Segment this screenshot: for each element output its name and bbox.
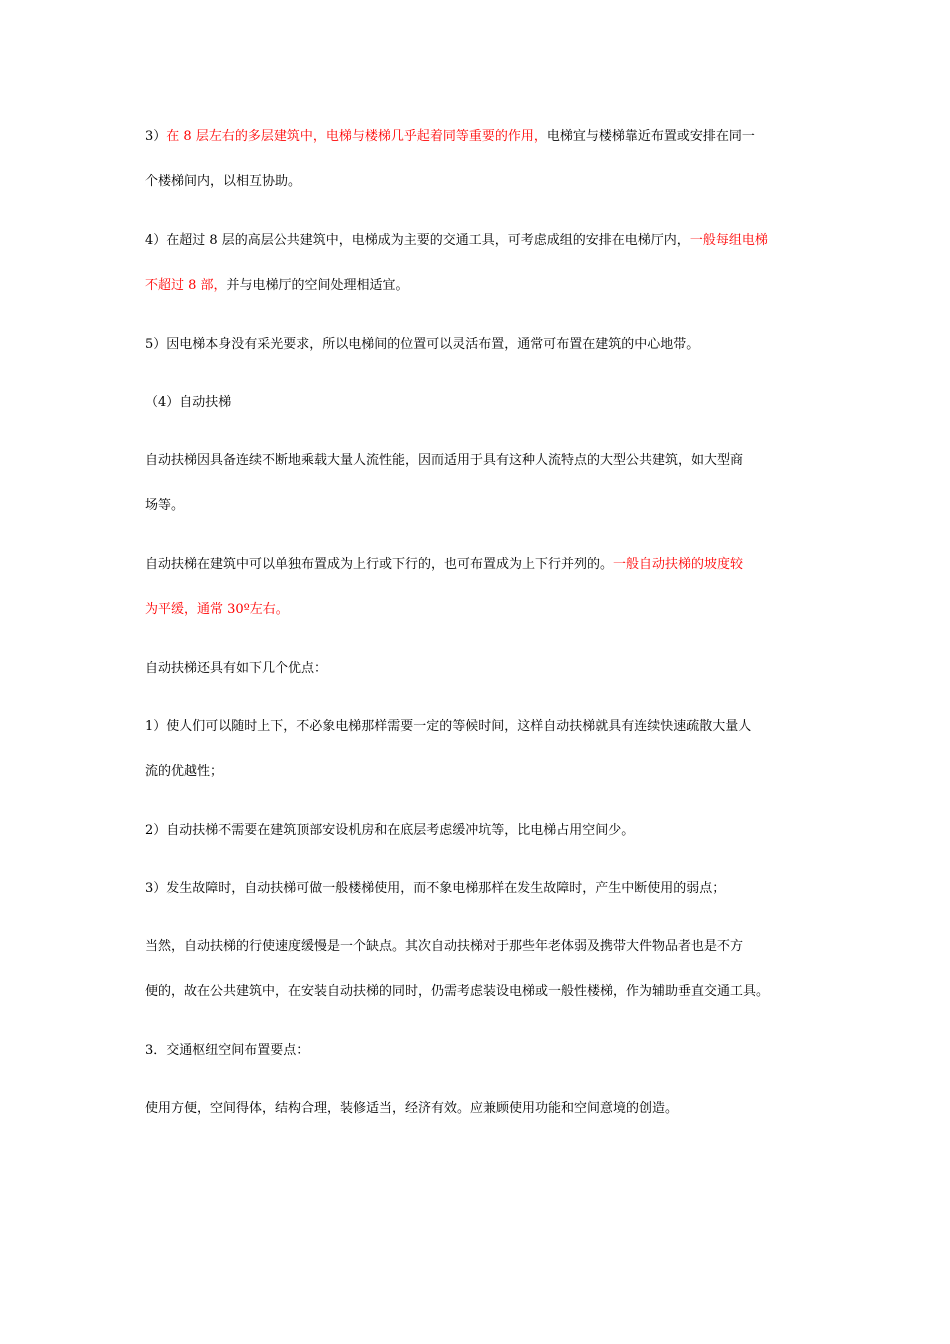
text-run: 2）自动扶梯不需要在建筑顶部安设机房和在底层考虑缓冲坑等，比电梯占用空间少。: [145, 823, 635, 838]
list-item-advantage-1: [145, 704, 810, 794]
highlighted-text-run: 在 8 层左右的多层建筑中，电梯与楼梯几乎起着同等重要的作用，: [166, 129, 547, 144]
text-line: [145, 587, 810, 632]
text-line: [145, 646, 810, 691]
text-run: 使用方便，空间得体，结构合理，装修适当，经济有效。应兼顾使用功能和空间意境的创造。: [145, 1101, 679, 1116]
text-run: 并与电梯厅的空间处理相适宜。: [226, 278, 409, 293]
text-run: 自动扶梯在建筑中可以单独布置成为上行或下行的，也可布置成为上下行并列的。: [145, 557, 614, 572]
text-line: [145, 1028, 810, 1073]
list-item-advantage-3: [145, 866, 810, 911]
section-heading-escalator: [145, 380, 810, 425]
text-line: [145, 114, 810, 159]
text-line: [145, 159, 810, 204]
text-run: 3．交通枢纽空间布置要点：: [145, 1043, 310, 1058]
text-line: [145, 542, 810, 587]
text-run: 4）在超过 8 层的高层公共建筑中，电梯成为主要的交通工具，可考虑成组的安排在电梯厅内，: [145, 233, 690, 248]
text-line: [145, 483, 810, 528]
text-line: [145, 924, 810, 969]
text-run: 个楼梯间内，以相互协助。: [145, 174, 302, 189]
text-line: [145, 808, 810, 853]
paragraph-escalator-drawbacks: [145, 924, 810, 1014]
highlighted-text-run: 不超过 8 部，: [145, 278, 227, 293]
text-line: [145, 866, 810, 911]
text-line: [145, 218, 810, 263]
text-run: 电梯宜与楼梯靠近布置或安排在同一: [546, 129, 755, 144]
paragraph-escalator-layout: [145, 542, 810, 632]
list-item-advantage-2: [145, 808, 810, 853]
text-line: [145, 749, 810, 794]
text-line: [145, 704, 810, 749]
section-heading-hub-layout: [145, 1028, 810, 1073]
text-run: （4）自动扶梯: [145, 395, 232, 410]
highlighted-text-run: 为平缓，通常 30º左右。: [145, 602, 289, 617]
text-line: [145, 263, 810, 308]
text-run: 自动扶梯因具备连续不断地乘载大量人流性能，因而适用于具有这种人流特点的大型公共建筑，如大型商: [145, 453, 744, 468]
text-run: 3）: [145, 129, 167, 144]
text-line: [145, 438, 810, 483]
highlighted-text-run: 一般每组电梯: [689, 233, 768, 248]
paragraph-elevator-multistory: [145, 114, 810, 204]
text-line: [145, 380, 810, 425]
text-line: [145, 322, 810, 367]
paragraph-hub-layout-points: [145, 1086, 810, 1131]
paragraph-elevator-location: [145, 322, 810, 367]
highlighted-text-run: 一般自动扶梯的坡度较: [613, 557, 744, 572]
paragraph-elevator-highrise: [145, 218, 810, 308]
text-run: 1）使人们可以随时上下，不必象电梯那样需要一定的等候时间，这样自动扶梯就具有连续快速疏散大量人: [145, 719, 752, 734]
text-run: 3）发生故障时，自动扶梯可做一般楼梯使用，而不象电梯那样在发生故障时，产生中断使用的弱点；: [145, 881, 726, 896]
text-line: [145, 1086, 810, 1131]
text-run: 流的优越性；: [145, 764, 224, 779]
text-run: 5）因电梯本身没有采光要求，所以电梯间的位置可以灵活布置，通常可布置在建筑的中心地带。: [145, 337, 700, 352]
paragraph-escalator-advantages-intro: [145, 646, 810, 691]
text-run: 自动扶梯还具有如下几个优点：: [145, 661, 328, 676]
text-run: 便的，故在公共建筑中，在安装自动扶梯的同时，仍需考虑装设电梯或一般性楼梯，作为辅助垂直交通工具。: [145, 984, 770, 999]
text-line: [145, 969, 810, 1014]
text-run: 场等。: [145, 498, 185, 513]
text-run: 当然，自动扶梯的行使速度缓慢是一个缺点。其次自动扶梯对于那些年老体弱及携带大件物品者也是不方: [145, 939, 744, 954]
paragraph-escalator-intro: [145, 438, 810, 528]
